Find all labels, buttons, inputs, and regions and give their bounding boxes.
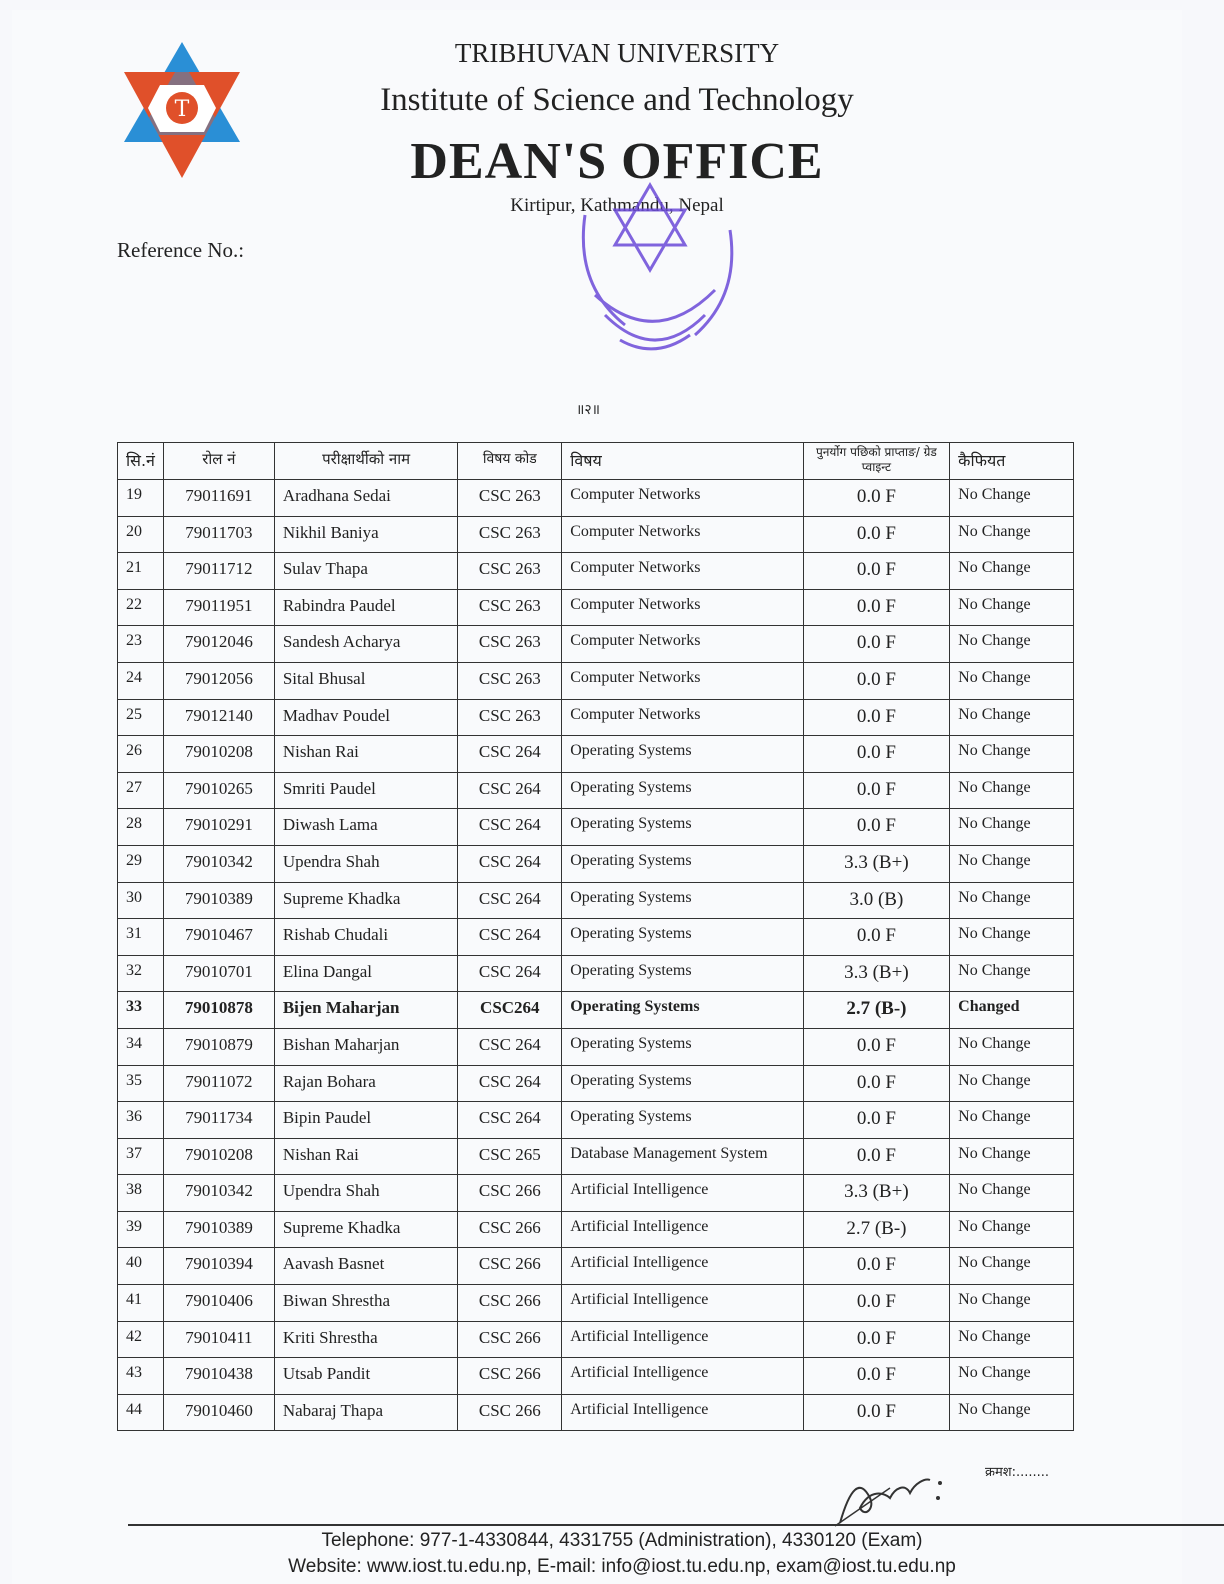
table-row	[118, 480, 1074, 517]
cell-name: Nishan Rai	[274, 1138, 458, 1175]
cell-subject: Operating Systems	[562, 1065, 803, 1102]
cell-remark: No Change	[950, 480, 1074, 517]
cell-grade: 3.0 (B)	[803, 882, 950, 919]
cell-name: Supreme Khadka	[274, 882, 458, 919]
table-row	[118, 845, 1074, 882]
cell-sn: 26	[118, 736, 164, 773]
reference-number-label: Reference No.:	[117, 238, 245, 262]
cell-sn: 42	[118, 1321, 164, 1358]
table-row	[118, 772, 1074, 809]
cell-sn: 23	[118, 626, 164, 663]
table-row	[118, 992, 1074, 1029]
cell-grade: 2.7 (B-)	[803, 1211, 950, 1248]
cell-code: CSC 263	[458, 553, 562, 590]
cell-remark: No Change	[950, 1102, 1074, 1139]
cell-subject: Artificial Intelligence	[562, 1248, 803, 1285]
cell-code: CSC 266	[458, 1175, 562, 1212]
cell-grade: 0.0 F	[803, 772, 950, 809]
table-row	[118, 589, 1074, 626]
cell-name: Sandesh Acharya	[274, 626, 458, 663]
cell-sn: 38	[118, 1175, 164, 1212]
cell-code: CSC 263	[458, 516, 562, 553]
university-name: TRIBHUVAN UNIVERSITY	[454, 38, 780, 68]
cell-remark: No Change	[950, 736, 1074, 773]
cell-sn: 35	[118, 1065, 164, 1102]
cell-subject: Operating Systems	[562, 955, 803, 992]
cell-grade: 0.0 F	[803, 1248, 950, 1285]
table-row	[118, 1394, 1074, 1431]
cell-roll: 79010438	[163, 1358, 274, 1395]
cell-grade: 0.0 F	[803, 809, 950, 846]
cell-code: CSC 264	[458, 955, 562, 992]
cell-grade: 3.3 (B+)	[803, 955, 950, 992]
cell-remark: No Change	[950, 553, 1074, 590]
table-row	[118, 736, 1074, 773]
header-code: विषय कोड	[458, 443, 562, 480]
cell-remark: No Change	[950, 1065, 1074, 1102]
cell-code: CSC 266	[458, 1285, 562, 1322]
cell-sn: 33	[118, 992, 164, 1029]
cell-subject: Computer Networks	[562, 553, 803, 590]
cell-subject: Operating Systems	[562, 1102, 803, 1139]
table-row	[118, 1102, 1074, 1139]
cell-subject: Computer Networks	[562, 662, 803, 699]
cell-roll: 79010291	[163, 809, 274, 846]
continued-label: क्रमश:........	[985, 1465, 1050, 1480]
cell-name: Nikhil Baniya	[274, 516, 458, 553]
cell-name: Rajan Bohara	[274, 1065, 458, 1102]
cell-subject: Operating Systems	[562, 919, 803, 956]
cell-subject: Artificial Intelligence	[562, 1175, 803, 1212]
table-header-row	[118, 443, 1074, 480]
cell-remark: No Change	[950, 882, 1074, 919]
cell-grade: 0.0 F	[803, 1394, 950, 1431]
cell-grade: 0.0 F	[803, 1065, 950, 1102]
cell-subject: Operating Systems	[562, 845, 803, 882]
cell-sn: 20	[118, 516, 164, 553]
cell-roll: 79010208	[163, 736, 274, 773]
cell-name: Bishan Maharjan	[274, 1028, 458, 1065]
cell-name: Sulav Thapa	[274, 553, 458, 590]
cell-name: Diwash Lama	[274, 809, 458, 846]
cell-name: Elina Dangal	[274, 955, 458, 992]
cell-roll: 79011712	[163, 553, 274, 590]
cell-roll: 79012046	[163, 626, 274, 663]
cell-subject: Database Management System	[562, 1138, 803, 1175]
footer-website: Website: www.iost.tu.edu.np, E-mail: info@iost.tu.edu.np, exam@iost.tu.edu.np	[288, 1556, 956, 1577]
cell-remark: No Change	[950, 845, 1074, 882]
cell-roll: 79010389	[163, 882, 274, 919]
cell-name: Bipin Paudel	[274, 1102, 458, 1139]
cell-sn: 24	[118, 662, 164, 699]
cell-grade: 0.0 F	[803, 589, 950, 626]
table-row	[118, 955, 1074, 992]
cell-subject: Operating Systems	[562, 882, 803, 919]
cell-remark: No Change	[950, 1175, 1074, 1212]
table-row	[118, 809, 1074, 846]
office-address: Kirtipur, Kathmandu, Nepal	[510, 195, 724, 216]
cell-grade: 0.0 F	[803, 516, 950, 553]
table-row	[118, 1028, 1074, 1065]
cell-remark: No Change	[950, 662, 1074, 699]
cell-roll: 79010342	[163, 1175, 274, 1212]
cell-subject: Operating Systems	[562, 809, 803, 846]
office-name: DEAN'S OFFICE	[410, 133, 824, 190]
cell-code: CSC 263	[458, 699, 562, 736]
cell-roll: 79011703	[163, 516, 274, 553]
table-row	[118, 1065, 1074, 1102]
table-row	[118, 1321, 1074, 1358]
cell-grade: 0.0 F	[803, 1138, 950, 1175]
cell-sn: 40	[118, 1248, 164, 1285]
cell-grade: 0.0 F	[803, 1321, 950, 1358]
cell-remark: No Change	[950, 809, 1074, 846]
header-roll: रोल नं	[163, 443, 274, 480]
cell-remark: Changed	[950, 992, 1074, 1029]
cell-sn: 29	[118, 845, 164, 882]
cell-remark: No Change	[950, 772, 1074, 809]
cell-subject: Computer Networks	[562, 516, 803, 553]
results-table	[117, 442, 1074, 1431]
cell-code: CSC 264	[458, 919, 562, 956]
cell-roll: 79010342	[163, 845, 274, 882]
table-row	[118, 516, 1074, 553]
cell-subject: Artificial Intelligence	[562, 1358, 803, 1395]
cell-name: Bijen Maharjan	[274, 992, 458, 1029]
cell-name: Sital Bhusal	[274, 662, 458, 699]
cell-remark: No Change	[950, 626, 1074, 663]
cell-remark: No Change	[950, 1138, 1074, 1175]
cell-code: CSC264	[458, 992, 562, 1029]
cell-subject: Artificial Intelligence	[562, 1211, 803, 1248]
cell-roll: 79010406	[163, 1285, 274, 1322]
table-row	[118, 553, 1074, 590]
cell-code: CSC 266	[458, 1248, 562, 1285]
table-row	[118, 662, 1074, 699]
cell-code: CSC 265	[458, 1138, 562, 1175]
cell-sn: 31	[118, 919, 164, 956]
cell-grade: 0.0 F	[803, 553, 950, 590]
cell-code: CSC 264	[458, 1028, 562, 1065]
cell-code: CSC 263	[458, 662, 562, 699]
cell-grade: 2.7 (B-)	[803, 992, 950, 1029]
table-row	[118, 1248, 1074, 1285]
cell-name: Rishab Chudali	[274, 919, 458, 956]
cell-remark: No Change	[950, 1028, 1074, 1065]
cell-sn: 28	[118, 809, 164, 846]
cell-code: CSC 264	[458, 882, 562, 919]
cell-remark: No Change	[950, 589, 1074, 626]
cell-remark: No Change	[950, 919, 1074, 956]
cell-grade: 3.3 (B+)	[803, 1175, 950, 1212]
cell-grade: 0.0 F	[803, 1028, 950, 1065]
cell-code: CSC 264	[458, 1102, 562, 1139]
cell-sn: 30	[118, 882, 164, 919]
header-remark: कैफियत	[950, 443, 1074, 480]
cell-roll: 79011734	[163, 1102, 274, 1139]
cell-sn: 39	[118, 1211, 164, 1248]
cell-subject: Computer Networks	[562, 480, 803, 517]
cell-grade: 0.0 F	[803, 919, 950, 956]
table-row	[118, 1358, 1074, 1395]
cell-name: Madhav Poudel	[274, 699, 458, 736]
cell-remark: No Change	[950, 699, 1074, 736]
cell-subject: Computer Networks	[562, 699, 803, 736]
cell-code: CSC 264	[458, 772, 562, 809]
cell-roll: 79010411	[163, 1321, 274, 1358]
table-row	[118, 882, 1074, 919]
table-row	[118, 919, 1074, 956]
cell-code: CSC 264	[458, 809, 562, 846]
cell-roll: 79010879	[163, 1028, 274, 1065]
svg-text:T: T	[174, 97, 190, 122]
cell-sn: 41	[118, 1285, 164, 1322]
cell-name: Biwan Shrestha	[274, 1285, 458, 1322]
cell-code: CSC 266	[458, 1211, 562, 1248]
cell-subject: Operating Systems	[562, 992, 803, 1029]
cell-sn: 21	[118, 553, 164, 590]
cell-roll: 79011691	[163, 480, 274, 517]
cell-remark: No Change	[950, 955, 1074, 992]
cell-subject: Operating Systems	[562, 1028, 803, 1065]
cell-name: Aavash Basnet	[274, 1248, 458, 1285]
cell-grade: 0.0 F	[803, 736, 950, 773]
cell-name: Utsab Pandit	[274, 1358, 458, 1395]
cell-name: Nabaraj Thapa	[274, 1394, 458, 1431]
cell-remark: No Change	[950, 1358, 1074, 1395]
cell-subject: Artificial Intelligence	[562, 1285, 803, 1322]
cell-subject: Operating Systems	[562, 736, 803, 773]
cell-roll: 79010701	[163, 955, 274, 992]
cell-roll: 79010208	[163, 1138, 274, 1175]
cell-grade: 0.0 F	[803, 480, 950, 517]
cell-code: CSC 263	[458, 626, 562, 663]
cell-subject: Computer Networks	[562, 589, 803, 626]
cell-code: CSC 263	[458, 480, 562, 517]
cell-grade: 0.0 F	[803, 1102, 950, 1139]
cell-remark: No Change	[950, 1285, 1074, 1322]
cell-sn: 36	[118, 1102, 164, 1139]
cell-roll: 79012140	[163, 699, 274, 736]
cell-roll: 79010460	[163, 1394, 274, 1431]
cell-roll: 79010265	[163, 772, 274, 809]
footer-divider	[128, 1524, 1224, 1526]
cell-sn: 34	[118, 1028, 164, 1065]
cell-subject: Artificial Intelligence	[562, 1321, 803, 1358]
table-row	[118, 1211, 1074, 1248]
cell-grade: 0.0 F	[803, 1358, 950, 1395]
cell-name: Rabindra Paudel	[274, 589, 458, 626]
header-grade: पुनर्योग पछिको प्राप्ताङ/ ग्रेड प्वाइन्ट	[803, 443, 950, 480]
cell-subject: Operating Systems	[562, 772, 803, 809]
cell-grade: 0.0 F	[803, 626, 950, 663]
cell-roll: 79011951	[163, 589, 274, 626]
cell-code: CSC 266	[458, 1358, 562, 1395]
cell-subject: Artificial Intelligence	[562, 1394, 803, 1431]
table-row	[118, 1138, 1074, 1175]
institute-name: Institute of Science and Technology	[380, 82, 854, 118]
cell-remark: No Change	[950, 1211, 1074, 1248]
cell-name: Aradhana Sedai	[274, 480, 458, 517]
cell-grade: 0.0 F	[803, 699, 950, 736]
cell-name: Kriti Shrestha	[274, 1321, 458, 1358]
cell-sn: 22	[118, 589, 164, 626]
cell-sn: 27	[118, 772, 164, 809]
table-row	[118, 626, 1074, 663]
cell-roll: 79012056	[163, 662, 274, 699]
cell-name: Upendra Shah	[274, 845, 458, 882]
cell-code: CSC 266	[458, 1394, 562, 1431]
table-row	[118, 1175, 1074, 1212]
header-subject: विषय	[562, 443, 803, 480]
cell-grade: 3.3 (B+)	[803, 845, 950, 882]
cell-code: CSC 266	[458, 1321, 562, 1358]
cell-grade: 0.0 F	[803, 662, 950, 699]
cell-sn: 43	[118, 1358, 164, 1395]
table-row	[118, 699, 1074, 736]
cell-sn: 37	[118, 1138, 164, 1175]
cell-sn: 25	[118, 699, 164, 736]
cell-subject: Computer Networks	[562, 626, 803, 663]
cell-sn: 19	[118, 480, 164, 517]
cell-grade: 0.0 F	[803, 1285, 950, 1322]
cell-remark: No Change	[950, 1321, 1074, 1358]
cell-name: Upendra Shah	[274, 1175, 458, 1212]
table-row	[118, 1285, 1074, 1322]
header-name: परीक्षार्थीको नाम	[274, 443, 458, 480]
office-stamp-icon	[565, 175, 750, 365]
cell-roll: 79010467	[163, 919, 274, 956]
cell-roll: 79011072	[163, 1065, 274, 1102]
cell-code: CSC 264	[458, 736, 562, 773]
footer-telephone: Telephone: 977-1-4330844, 4331755 (Administration), 4330120 (Exam)	[321, 1530, 923, 1551]
cell-remark: No Change	[950, 1248, 1074, 1285]
cell-name: Smriti Paudel	[274, 772, 458, 809]
cell-sn: 32	[118, 955, 164, 992]
cell-name: Supreme Khadka	[274, 1211, 458, 1248]
cell-remark: No Change	[950, 1394, 1074, 1431]
cell-name: Nishan Rai	[274, 736, 458, 773]
cell-roll: 79010878	[163, 992, 274, 1029]
cell-code: CSC 264	[458, 845, 562, 882]
cell-sn: 44	[118, 1394, 164, 1431]
cell-roll: 79010389	[163, 1211, 274, 1248]
page-marker: ॥२॥	[576, 402, 601, 418]
cell-code: CSC 264	[458, 1065, 562, 1102]
signature-icon	[830, 1468, 950, 1528]
cell-remark: No Change	[950, 516, 1074, 553]
cell-code: CSC 263	[458, 589, 562, 626]
cell-roll: 79010394	[163, 1248, 274, 1285]
header-sn: सि.नं	[118, 443, 164, 480]
